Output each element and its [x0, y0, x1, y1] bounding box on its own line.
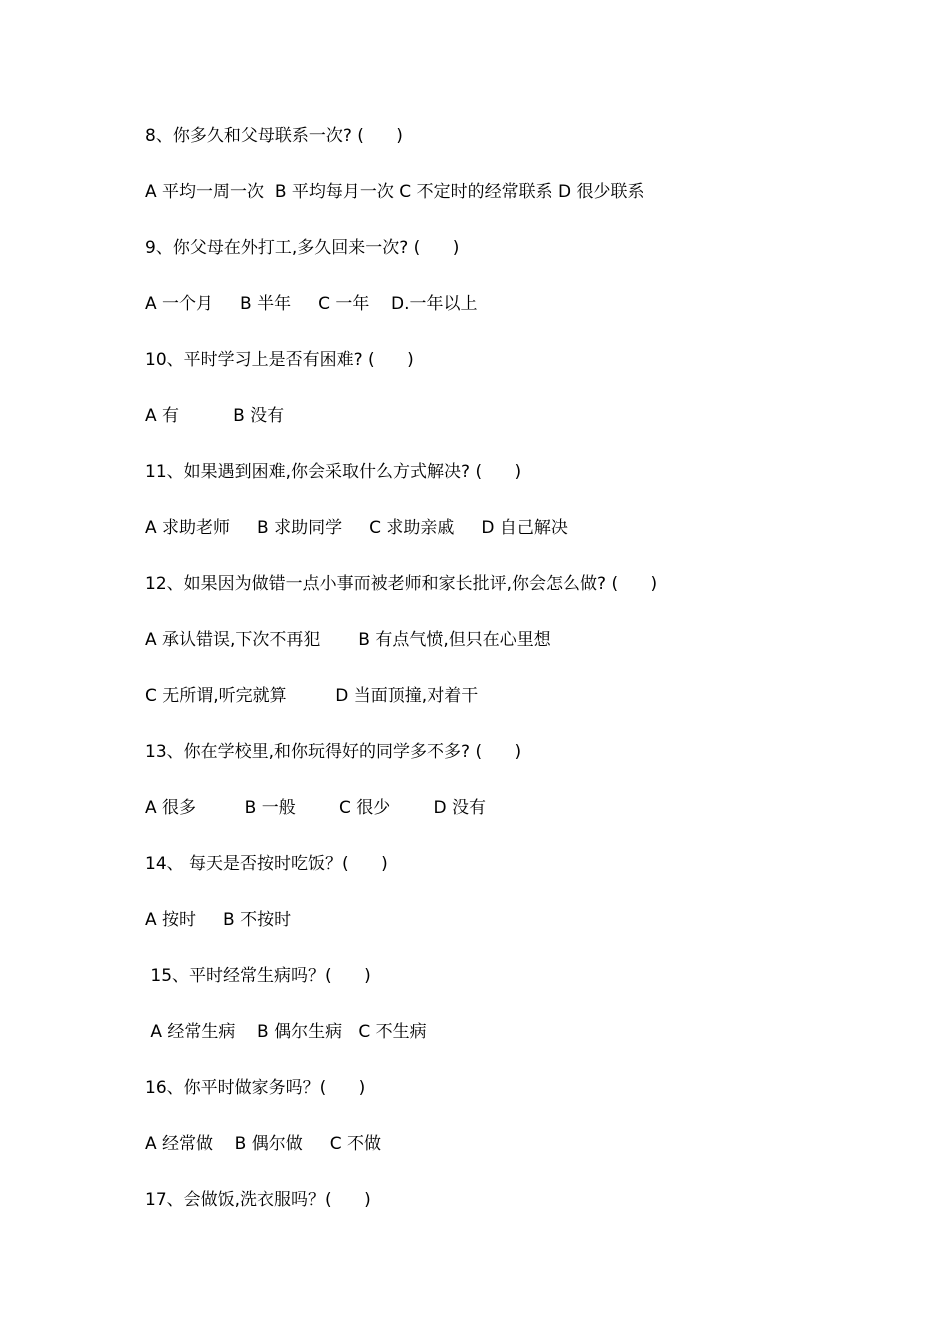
question-11-options: A 求助老师 B 求助同学 C 求助亲戚 D 自己解决: [145, 518, 568, 538]
question-15-options: A 经常生病 B 偶尔生病 C 不生病: [145, 1022, 427, 1042]
question-8-options: A 平均一周一次 B 平均每月一次 C 不定时的经常联系 D 很少联系: [145, 182, 645, 202]
question-14-options: A 按时 B 不按时: [145, 910, 292, 930]
question-13-options: A 很多 B 一般 C 很少 D 没有: [145, 798, 486, 818]
question-16: 16、你平时做家务吗？( ): [145, 1078, 366, 1098]
question-17: 17、会做饭,洗衣服吗？( ): [145, 1190, 371, 1210]
question-8: 8、你多久和父母联系一次? ( ): [145, 126, 403, 146]
question-16-options: A 经常做 B 偶尔做 C 不做: [145, 1134, 382, 1154]
question-14: 14、 每天是否按时吃饭？( ): [145, 854, 388, 874]
question-9: 9、你父母在外打工,多久回来一次? ( ): [145, 238, 460, 258]
question-10: 10、平时学习上是否有困难? ( ): [145, 350, 414, 370]
question-10-options: A 有 B 没有: [145, 406, 285, 426]
question-12-options-cd: C 无所谓,听完就算 D 当面顶撞,对着干: [145, 686, 479, 706]
question-12: 12、如果因为做错一点小事而被老师和家长批评,你会怎么做? ( ): [145, 574, 658, 594]
question-15: 15、平时经常生病吗？( ): [145, 966, 371, 986]
question-11: 11、如果遇到困难,你会采取什么方式解决? ( ): [145, 462, 522, 482]
question-12-options-ab: A 承认错误,下次不再犯 B 有点气愤,但只在心里想: [145, 630, 551, 650]
question-13: 13、你在学校里,和你玩得好的同学多不多? ( ): [145, 742, 522, 762]
question-9-options: A 一个月 B 半年 C 一年 D.一年以上: [145, 294, 478, 314]
